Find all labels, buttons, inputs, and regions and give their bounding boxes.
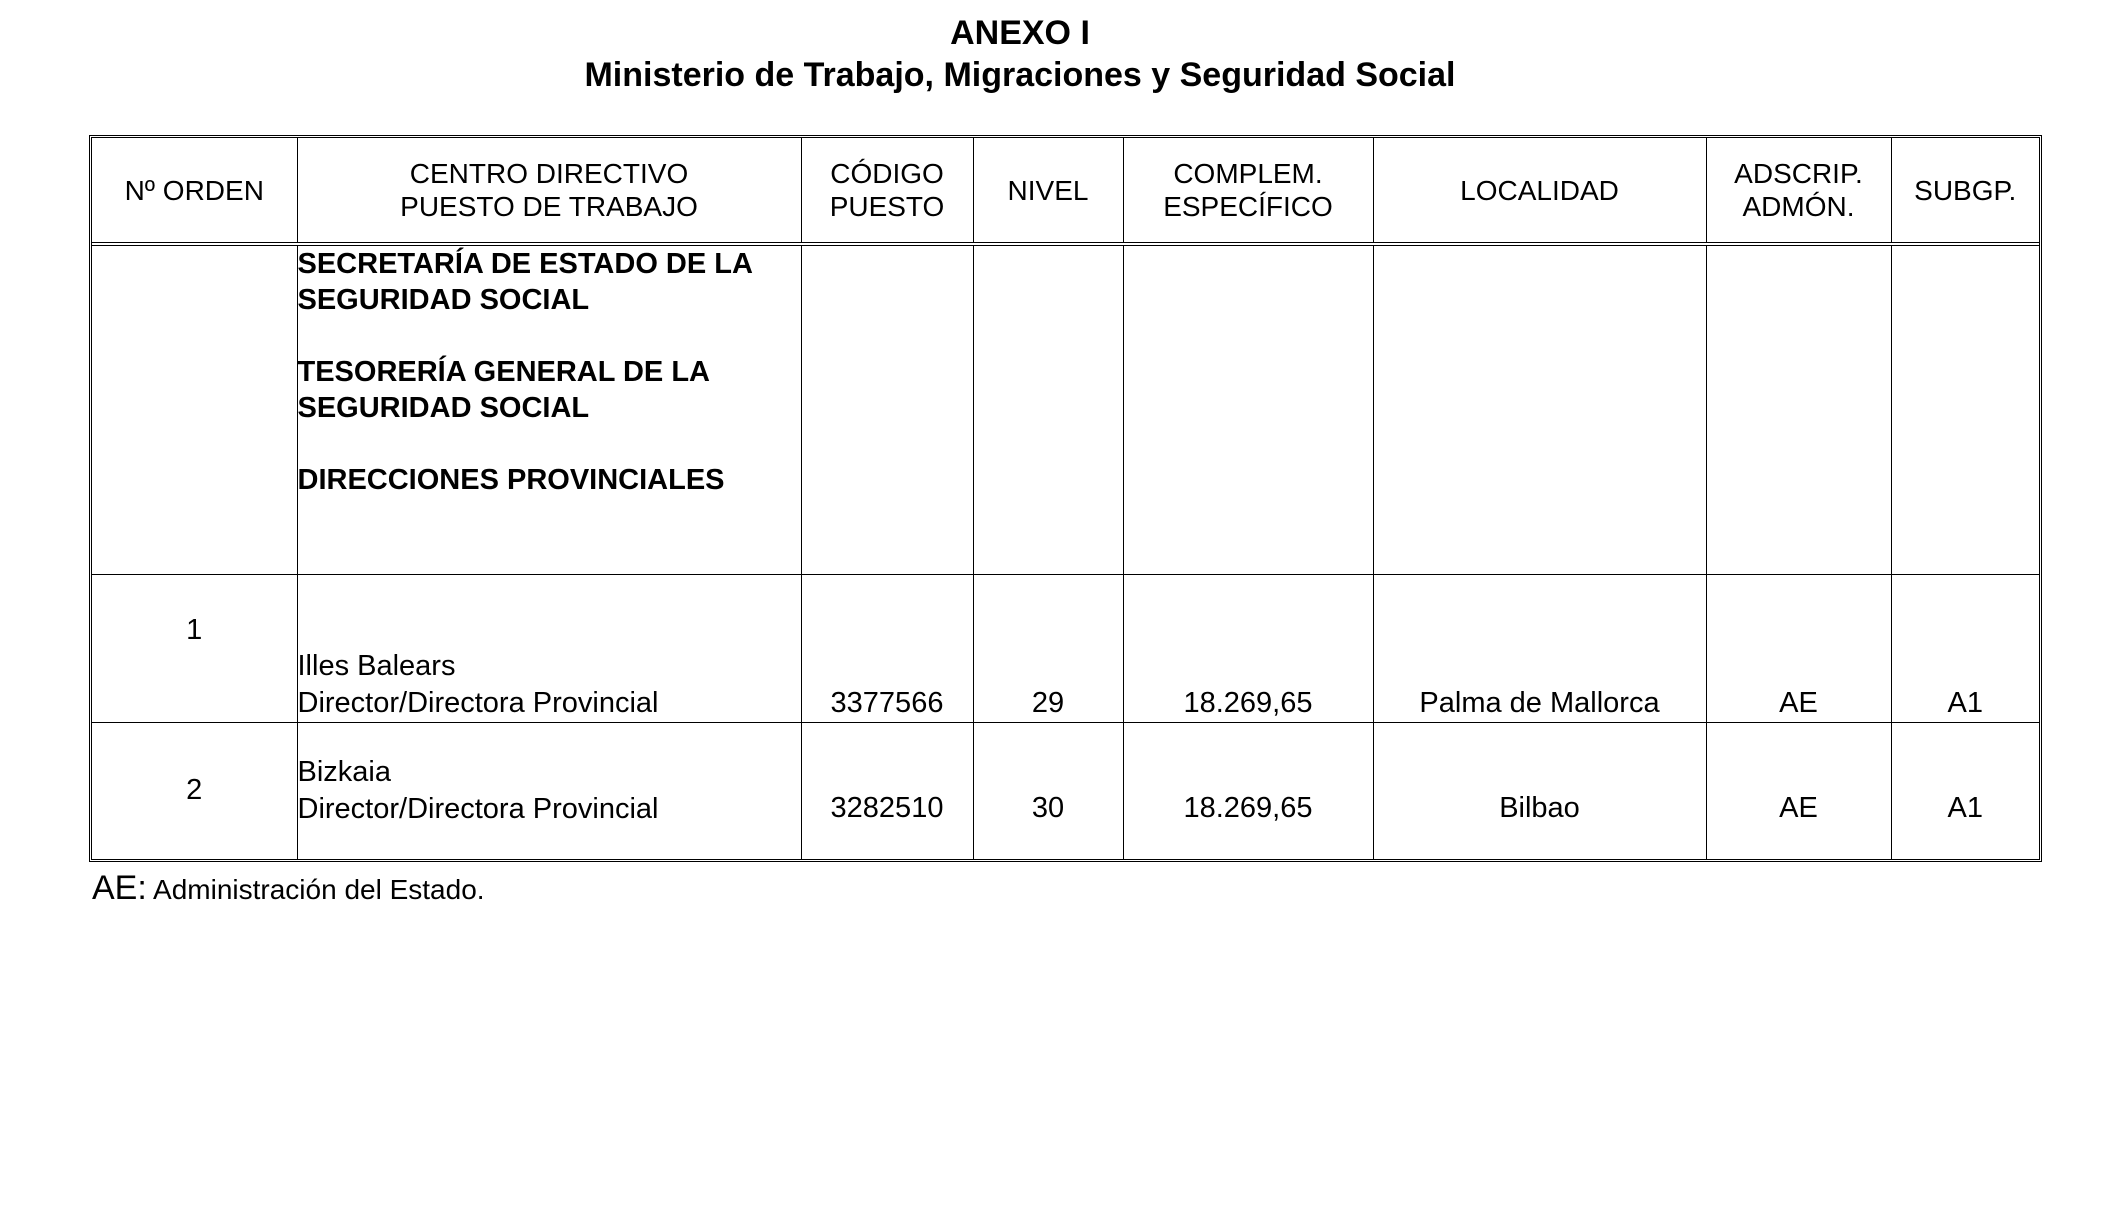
table-row (92, 574, 2039, 722)
section-heading-cell (297, 244, 801, 574)
ministry-title: Ministerio de Trabajo, Migraciones y Seguridad Social (584, 56, 1456, 94)
section-empty-cell (1706, 244, 1891, 574)
col-header-centro: CENTRO DIRECTIVO PUESTO DE TRABAJO (297, 138, 801, 244)
section-empty-cell (1373, 244, 1706, 574)
cell-codigo: 3377566 (801, 574, 973, 722)
footnote-text: Administración del Estado. (146, 874, 485, 905)
col-header-codigo: CÓDIGO PUESTO (801, 138, 973, 244)
cell-codigo: 3282510 (801, 722, 973, 859)
cell-subgp: A1 (1891, 574, 2039, 722)
table-header-row (92, 138, 2039, 244)
col-header-localidad: LOCALIDAD (1373, 138, 1706, 244)
cell-nivel: 29 (973, 574, 1123, 722)
col-header-complem: COMPLEM. ESPECÍFICO (1123, 138, 1373, 244)
cell-puesto-name: Director/Directora Provincial (297, 686, 659, 719)
footnote-abbreviation: AE: (92, 869, 147, 907)
section-empty-cell (973, 244, 1123, 574)
cell-adscrip: AE (1706, 574, 1891, 722)
col-header-orden: Nº ORDEN (92, 138, 297, 244)
col-header-nivel: NIVEL (973, 138, 1123, 244)
section-empty-cell (1891, 244, 2039, 574)
cell-localidad: Bilbao (1373, 722, 1706, 859)
cell-complem: 18.269,65 (1123, 574, 1373, 722)
cell-puesto-name: Director/Directora Provincial (297, 792, 659, 825)
cell-centro-name: Illes Balears (297, 649, 456, 682)
document-header (0, 12, 2040, 96)
cell-centro (297, 722, 801, 859)
cell-centro (297, 574, 801, 722)
table-row (92, 722, 2039, 859)
cell-localidad: Palma de Mallorca (1373, 574, 1706, 722)
cell-centro-name: Bizkaia (297, 755, 391, 788)
section-tesoreria: TESORERÍA GENERAL DE LA SEGURIDAD SOCIAL (297, 356, 709, 424)
cell-orden: 1 (92, 574, 297, 722)
col-header-subgp: SUBGP. (1891, 138, 2039, 244)
positions-table (92, 138, 2039, 859)
section-secretaria: SECRETARÍA DE ESTADO DE LA SEGURIDAD SOCIAL (297, 248, 752, 316)
positions-table-frame (89, 135, 2042, 862)
col-header-adscrip: ADSCRIP. ADMÓN. (1706, 138, 1891, 244)
section-empty-cell (1123, 244, 1373, 574)
cell-adscrip: AE (1706, 722, 1891, 859)
cell-nivel: 30 (973, 722, 1123, 859)
section-orden-cell (92, 244, 297, 574)
cell-subgp: A1 (1891, 722, 2039, 859)
section-empty-cell (801, 244, 973, 574)
footnote (92, 868, 485, 910)
annex-title: ANEXO I (950, 14, 1090, 52)
cell-complem: 18.269,65 (1123, 722, 1373, 859)
section-row (92, 244, 2039, 574)
section-direcciones: DIRECCIONES PROVINCIALES (297, 464, 725, 496)
cell-orden: 2 (92, 722, 297, 859)
